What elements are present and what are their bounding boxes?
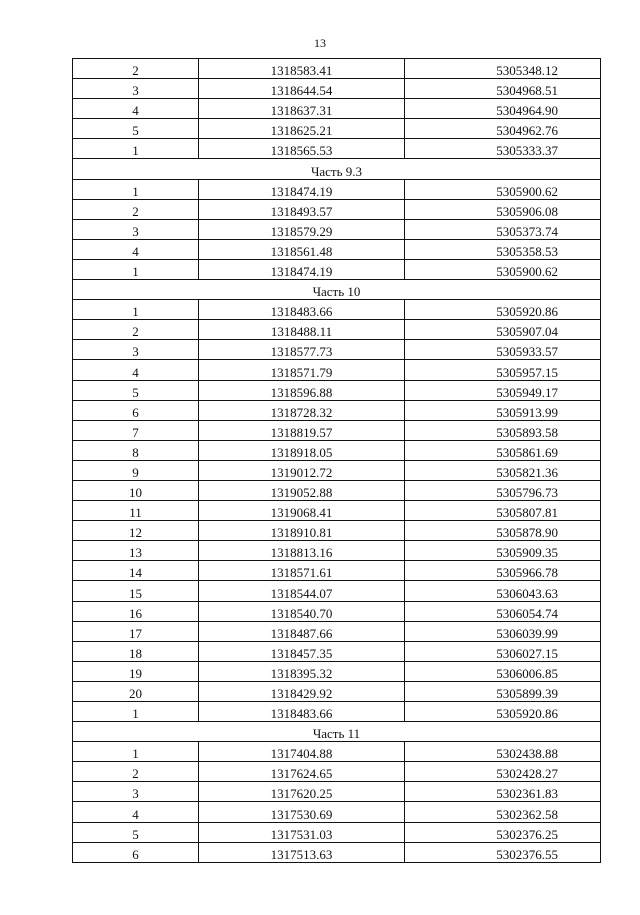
table-row <box>73 521 601 541</box>
x-coordinate-cell: 1318596.88 <box>199 380 405 400</box>
y-coordinate-cell: 5305909.35 <box>405 541 601 561</box>
y-coordinate-cell: 5305907.04 <box>405 320 601 340</box>
point-number-cell: 1 <box>73 742 199 762</box>
y-coordinate-cell: 5305933.57 <box>405 340 601 360</box>
y-coordinate-cell: 5304968.51 <box>405 79 601 99</box>
y-coordinate-cell: 5302376.25 <box>405 822 601 842</box>
section-title: Часть 10 <box>73 280 601 300</box>
table-row <box>73 179 601 199</box>
table-row <box>73 199 601 219</box>
x-coordinate-cell: 1318483.66 <box>199 702 405 722</box>
point-number-cell: 3 <box>73 782 199 802</box>
table-row <box>73 681 601 701</box>
point-number-cell: 13 <box>73 541 199 561</box>
coordinates-table <box>72 58 601 863</box>
point-number-cell: 10 <box>73 480 199 500</box>
table-row <box>73 360 601 380</box>
y-coordinate-cell: 5306027.15 <box>405 641 601 661</box>
point-number-cell: 4 <box>73 239 199 259</box>
table-row <box>73 661 601 681</box>
y-coordinate-cell: 5305966.78 <box>405 561 601 581</box>
y-coordinate-cell: 5305348.12 <box>405 59 601 79</box>
table-row <box>73 541 601 561</box>
table-row <box>73 320 601 340</box>
x-coordinate-cell: 1318910.81 <box>199 521 405 541</box>
y-coordinate-cell: 5305807.81 <box>405 501 601 521</box>
y-coordinate-cell: 5305906.08 <box>405 199 601 219</box>
y-coordinate-cell: 5306006.85 <box>405 661 601 681</box>
y-coordinate-cell: 5305796.73 <box>405 480 601 500</box>
table-row <box>73 400 601 420</box>
x-coordinate-cell: 1318571.79 <box>199 360 405 380</box>
x-coordinate-cell: 1317624.65 <box>199 762 405 782</box>
x-coordinate-cell: 1318540.70 <box>199 601 405 621</box>
table-row <box>73 239 601 259</box>
table-row <box>73 802 601 822</box>
x-coordinate-cell: 1318819.57 <box>199 420 405 440</box>
point-number-cell: 5 <box>73 119 199 139</box>
x-coordinate-cell: 1318644.54 <box>199 79 405 99</box>
point-number-cell: 4 <box>73 360 199 380</box>
y-coordinate-cell: 5302438.88 <box>405 742 601 762</box>
y-coordinate-cell: 5305878.90 <box>405 521 601 541</box>
y-coordinate-cell: 5304962.76 <box>405 119 601 139</box>
point-number-cell: 5 <box>73 822 199 842</box>
table-row <box>73 259 601 279</box>
y-coordinate-cell: 5305358.53 <box>405 239 601 259</box>
x-coordinate-cell: 1318571.61 <box>199 561 405 581</box>
x-coordinate-cell: 1318457.35 <box>199 641 405 661</box>
table-row <box>73 300 601 320</box>
table-row <box>73 99 601 119</box>
y-coordinate-cell: 5305900.62 <box>405 179 601 199</box>
point-number-cell: 14 <box>73 561 199 581</box>
x-coordinate-cell: 1318395.32 <box>199 661 405 681</box>
y-coordinate-cell: 5305957.15 <box>405 360 601 380</box>
x-coordinate-cell: 1318487.66 <box>199 621 405 641</box>
point-number-cell: 6 <box>73 842 199 862</box>
y-coordinate-cell: 5305899.39 <box>405 681 601 701</box>
table-row <box>73 762 601 782</box>
x-coordinate-cell: 1317531.03 <box>199 822 405 842</box>
table-row <box>73 742 601 762</box>
table-row <box>73 641 601 661</box>
table-row <box>73 782 601 802</box>
point-number-cell: 12 <box>73 521 199 541</box>
x-coordinate-cell: 1317404.88 <box>199 742 405 762</box>
point-number-cell: 1 <box>73 702 199 722</box>
point-number-cell: 5 <box>73 380 199 400</box>
point-number-cell: 3 <box>73 340 199 360</box>
x-coordinate-cell: 1319068.41 <box>199 501 405 521</box>
table-row <box>73 219 601 239</box>
y-coordinate-cell: 5305333.37 <box>405 139 601 159</box>
table-row <box>73 119 601 139</box>
point-number-cell: 1 <box>73 300 199 320</box>
y-coordinate-cell: 5305920.86 <box>405 300 601 320</box>
table-row <box>73 480 601 500</box>
point-number-cell: 11 <box>73 501 199 521</box>
y-coordinate-cell: 5305900.62 <box>405 259 601 279</box>
table-row <box>73 621 601 641</box>
x-coordinate-cell: 1317530.69 <box>199 802 405 822</box>
point-number-cell: 1 <box>73 179 199 199</box>
table-row <box>73 842 601 862</box>
table-row <box>73 380 601 400</box>
x-coordinate-cell: 1317620.25 <box>199 782 405 802</box>
y-coordinate-cell: 5306039.99 <box>405 621 601 641</box>
table-row <box>73 440 601 460</box>
point-number-cell: 2 <box>73 762 199 782</box>
point-number-cell: 20 <box>73 681 199 701</box>
x-coordinate-cell: 1317513.63 <box>199 842 405 862</box>
x-coordinate-cell: 1318561.48 <box>199 239 405 259</box>
point-number-cell: 6 <box>73 400 199 420</box>
point-number-cell: 3 <box>73 219 199 239</box>
section-header-row <box>73 722 601 742</box>
section-header-row <box>73 280 601 300</box>
x-coordinate-cell: 1318493.57 <box>199 199 405 219</box>
point-number-cell: 19 <box>73 661 199 681</box>
y-coordinate-cell: 5305949.17 <box>405 380 601 400</box>
y-coordinate-cell: 5304964.90 <box>405 99 601 119</box>
point-number-cell: 7 <box>73 420 199 440</box>
x-coordinate-cell: 1318728.32 <box>199 400 405 420</box>
section-title: Часть 9.3 <box>73 159 601 179</box>
x-coordinate-cell: 1318637.31 <box>199 99 405 119</box>
y-coordinate-cell: 5305373.74 <box>405 219 601 239</box>
x-coordinate-cell: 1318579.29 <box>199 219 405 239</box>
table-row <box>73 460 601 480</box>
table-row <box>73 581 601 601</box>
point-number-cell: 2 <box>73 59 199 79</box>
x-coordinate-cell: 1318474.19 <box>199 259 405 279</box>
y-coordinate-cell: 5306054.74 <box>405 601 601 621</box>
x-coordinate-cell: 1318625.21 <box>199 119 405 139</box>
x-coordinate-cell: 1318544.07 <box>199 581 405 601</box>
table-row <box>73 561 601 581</box>
y-coordinate-cell: 5305920.86 <box>405 702 601 722</box>
table-row <box>73 340 601 360</box>
point-number-cell: 8 <box>73 440 199 460</box>
y-coordinate-cell: 5305913.99 <box>405 400 601 420</box>
point-number-cell: 18 <box>73 641 199 661</box>
table-row <box>73 601 601 621</box>
point-number-cell: 1 <box>73 139 199 159</box>
x-coordinate-cell: 1319012.72 <box>199 460 405 480</box>
table-row <box>73 420 601 440</box>
y-coordinate-cell: 5302428.27 <box>405 762 601 782</box>
x-coordinate-cell: 1318483.66 <box>199 300 405 320</box>
y-coordinate-cell: 5302376.55 <box>405 842 601 862</box>
point-number-cell: 3 <box>73 79 199 99</box>
point-number-cell: 1 <box>73 259 199 279</box>
y-coordinate-cell: 5302361.83 <box>405 782 601 802</box>
section-header-row <box>73 159 601 179</box>
table-row <box>73 79 601 99</box>
table-row <box>73 822 601 842</box>
table-row <box>73 501 601 521</box>
table-row <box>73 59 601 79</box>
y-coordinate-cell: 5306043.63 <box>405 581 601 601</box>
y-coordinate-cell: 5305893.58 <box>405 420 601 440</box>
y-coordinate-cell: 5305861.69 <box>405 440 601 460</box>
point-number-cell: 2 <box>73 199 199 219</box>
x-coordinate-cell: 1318583.41 <box>199 59 405 79</box>
x-coordinate-cell: 1318813.16 <box>199 541 405 561</box>
table-row <box>73 702 601 722</box>
point-number-cell: 15 <box>73 581 199 601</box>
point-number-cell: 17 <box>73 621 199 641</box>
coordinates-table-body <box>73 59 601 863</box>
section-title: Часть 11 <box>73 722 601 742</box>
page-number: 13 <box>314 36 326 50</box>
point-number-cell: 2 <box>73 320 199 340</box>
x-coordinate-cell: 1318488.11 <box>199 320 405 340</box>
point-number-cell: 9 <box>73 460 199 480</box>
y-coordinate-cell: 5302362.58 <box>405 802 601 822</box>
x-coordinate-cell: 1318565.53 <box>199 139 405 159</box>
x-coordinate-cell: 1318918.05 <box>199 440 405 460</box>
x-coordinate-cell: 1318429.92 <box>199 681 405 701</box>
x-coordinate-cell: 1319052.88 <box>199 480 405 500</box>
table-row <box>73 139 601 159</box>
x-coordinate-cell: 1318577.73 <box>199 340 405 360</box>
point-number-cell: 4 <box>73 99 199 119</box>
point-number-cell: 16 <box>73 601 199 621</box>
point-number-cell: 4 <box>73 802 199 822</box>
y-coordinate-cell: 5305821.36 <box>405 460 601 480</box>
x-coordinate-cell: 1318474.19 <box>199 179 405 199</box>
